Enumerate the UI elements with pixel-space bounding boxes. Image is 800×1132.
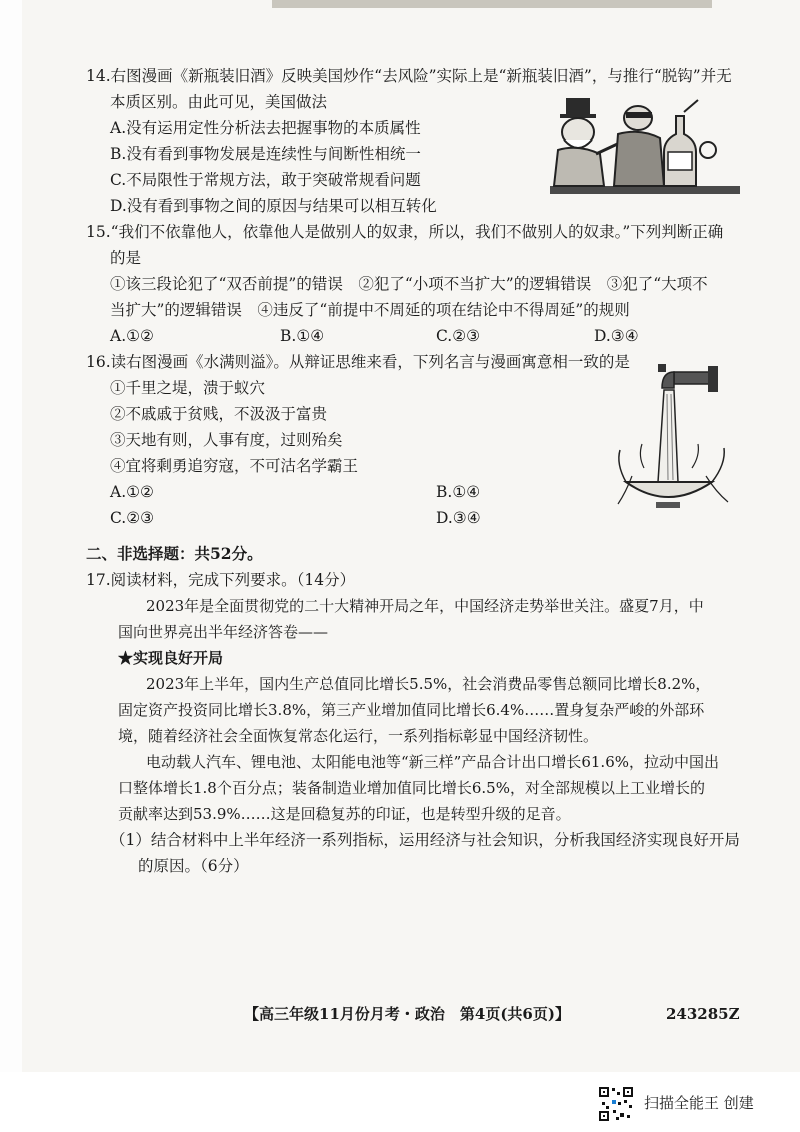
q17-stem: 17.阅读材料，完成下列要求。（14分） [86, 571, 356, 589]
q17-material-p1-line2: 国向世界亮出半年经济答卷—— [118, 623, 329, 641]
q17-material-subheading: ★实现良好开局 [118, 649, 224, 667]
q14-option-b: B.没有看到事物发展是连续性与间断性相统一 [110, 145, 421, 163]
q16-option-a: A.①② [110, 483, 154, 501]
page-footer: 【高三年级11月份月考・政治 第4页(共6页)】 [244, 1005, 570, 1023]
q14-option-c: C.不局限性于常规方法，敢于突破常规看问题 [110, 171, 421, 189]
q14-option-d: D.没有看到事物之间的原因与结果可以相互转化 [110, 197, 437, 215]
q14-stem-line2: 本质区别。由此可见，美国做法 [110, 93, 328, 111]
q15-statements-line2: 当扩大”的逻辑错误 ④违反了“前提中不周延的项在结论中不得周延”的规则 [110, 301, 630, 319]
q15-statements-line1: ①该三段论犯了“双否前提”的错误 ②犯了“小项不当扩大”的逻辑错误 ③犯了“大项不 [110, 275, 708, 293]
cartoon-new-bottle-old-wine [548, 94, 744, 198]
q16-item-3: ③天地有则，人事有度，过则殆矣 [110, 431, 343, 449]
exam-code: 243285Z [666, 1005, 740, 1023]
q15-option-c: C.②③ [436, 327, 481, 345]
q15-option-a: A.①② [110, 327, 154, 345]
q16-item-2: ②不戚戚于贫贱，不汲汲于富贵 [110, 405, 328, 423]
q16-option-c: C.②③ [110, 509, 155, 527]
q17-material-p3-line2: 口整体增长1.8个百分点；装备制造业增加值同比增长6.5%，对全部规模以上工业增长的 [118, 779, 705, 797]
q17-material-p3-line3: 贡献率达到53.9%……这是回稳复苏的印证，也是转型升级的足音。 [118, 805, 571, 823]
q15-option-b: B.①④ [280, 327, 325, 345]
section-two-heading: 二、非选择题：共52分。 [86, 544, 263, 563]
q16-option-b: B.①④ [436, 483, 481, 501]
qr-code-icon [598, 1086, 634, 1122]
q16-option-d: D.③④ [436, 509, 481, 527]
q17-material-p1-line1: 2023年是全面贯彻党的二十大精神开局之年，中国经济走势举世关注。盛夏7月，中 [146, 597, 704, 615]
scanner-watermark: 扫描全能王 创建 [644, 1094, 754, 1112]
cartoon-water-overflow [612, 364, 736, 520]
q17-material-p2-line3: 境，随着经济社会全面恢复常态化运行，一系列指标彰显中国经济韧性。 [118, 727, 599, 745]
q17-material-p2-line1: 2023年上半年，国内生产总值同比增长5.5%，社会消费品零售总额同比增长8.2%， [146, 675, 711, 693]
q14-stem-line1: 14.右图漫画《新瓶装旧酒》反映美国炒作“去风险”实际上是“新瓶装旧酒”，与推行“脱钩”并无 [86, 67, 732, 85]
q15-stem-line2: 的是 [110, 249, 142, 267]
q16-item-1: ①千里之堤，溃于蚁穴 [110, 379, 266, 397]
q16-stem: 16.读右图漫画《水满则溢》。从辩证思维来看，下列名言与漫画寓意相一致的是 [86, 353, 630, 371]
q17-subquestion-1-line2: 的原因。（6分） [138, 857, 249, 875]
scan-top-shadow [272, 0, 712, 8]
q17-subquestion-1-line1: （1）结合材料中上半年经济一系列指标，运用经济与社会知识，分析我国经济实现良好开局 [110, 831, 740, 849]
q17-material-p3-line1: 电动载人汽车、锂电池、太阳能电池等“新三样”产品合计出口增长61.6%，拉动中国出 [146, 753, 719, 771]
q15-option-d: D.③④ [594, 327, 639, 345]
q17-material-p2-line2: 固定资产投资同比增长3.8%，第三产业增加值同比增长6.4%……置身复杂严峻的外部环 [118, 701, 705, 719]
q16-item-4: ④宜将剩勇追穷寇，不可沽名学霸王 [110, 457, 359, 475]
page-margin [0, 0, 22, 1072]
q14-option-a: A.没有运用定性分析法去把握事物的本质属性 [110, 119, 421, 137]
q15-stem-line1: 15.“我们不依靠他人，依靠他人是做别人的奴隶，所以，我们不做别人的奴隶。”下列判断正确 [86, 223, 724, 241]
